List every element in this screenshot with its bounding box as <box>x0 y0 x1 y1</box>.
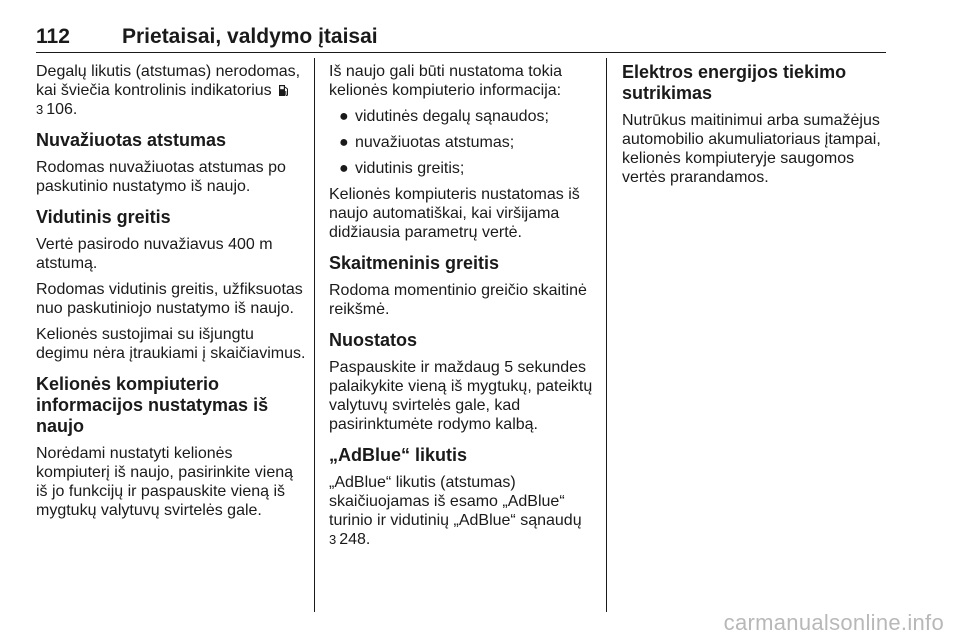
bullet-icon: ● <box>339 134 349 151</box>
reset-paragraph: Norėdami nustatyti kelionės kompiuterį iš naujo, pasirinkite vieną iš jo funkcijų ir paspauskite vieną iš mygtukų valytuvų svirtelės gale. <box>36 445 294 519</box>
bullet-icon: ● <box>339 108 349 125</box>
intro-text: Degalų likutis (atstumas) nerodomas, kai šviečia kontrolinis indikatorius <box>36 63 301 99</box>
section-heading-settings: Nuostatos <box>329 330 418 350</box>
intro-paragraph <box>36 62 308 119</box>
watermark-text: carmanualsonline.info <box>723 610 944 635</box>
reset-info-paragraph: Iš naujo gali būti nustatoma tokia kelionės kompiuterio informacija: <box>329 63 563 99</box>
settings-paragraph: Paspauskite ir maždaug 5 sekundes palaikykite vieną iš mygtukų, pateiktų valytuvų svirtelės gale, kad pasirinktumėte rodymo kalbą. <box>329 359 593 433</box>
column-divider-right <box>606 58 607 612</box>
column-divider-left <box>314 58 315 612</box>
reset-items-list <box>329 107 597 178</box>
average-speed-paragraph-3: Kelionės sustojimai su išjungtu degimu nėra įtraukiami į skaičiavimus. <box>36 326 306 362</box>
section-heading-distance: Nuvažiuotas atstumas <box>36 130 227 150</box>
adblue-text: „AdBlue“ likutis (atstumas) skaičiuojamas iš esamo „AdBlue“ turinio ir vidutinių „AdBlue“ sąnaudų <box>329 474 582 529</box>
list-item-text: nuvažiuotas atstumas; <box>355 134 515 151</box>
section-heading-power-failure: Elektros energijos tiekimo sutrikimas <box>622 62 847 103</box>
list-item <box>329 107 597 126</box>
average-speed-paragraph-1: Vertė pasirodo nuvažiavus 400 m atstumą. <box>36 236 273 272</box>
column-left <box>36 62 308 527</box>
column-middle <box>329 62 597 556</box>
intro-page-reference[interactable]: 106. <box>46 101 78 118</box>
fuel-pump-icon <box>278 84 289 97</box>
adblue-page-reference[interactable]: 248. <box>339 531 371 548</box>
distance-paragraph: Rodomas nuvažiuotas atstumas po paskutinio nustatymo iš naujo. <box>36 159 286 195</box>
section-heading-digital-speed: Skaitmeninis greitis <box>329 253 500 273</box>
power-failure-paragraph: Nutrūkus maitinimui arba sumažėjus automobilio akumuliatoriaus įtampai, kelionės kompiuteryje saugomos vertės prarandamos. <box>622 112 881 186</box>
column-right <box>622 62 890 194</box>
average-speed-paragraph-2: Rodomas vidutinis greitis, užfiksuotas nuo paskutiniojo nustatymo iš naujo. <box>36 281 303 317</box>
digital-speed-paragraph: Rodoma momentinio greičio skaitinė reikšmė. <box>329 282 587 318</box>
reference-arrow-icon: 3 <box>329 532 337 547</box>
page-header <box>36 22 886 53</box>
list-item <box>329 159 597 178</box>
list-item <box>329 133 597 152</box>
list-item-text: vidutinis greitis; <box>355 160 465 177</box>
reference-arrow-icon: 3 <box>36 102 44 117</box>
section-heading-adblue: „AdBlue“ likutis <box>329 445 468 465</box>
adblue-paragraph <box>329 473 597 549</box>
page-number: 112 <box>36 25 70 48</box>
section-heading-average-speed: Vidutinis greitis <box>36 207 171 227</box>
section-heading-reset: Kelionės kompiuterio informacijos nustatymas iš naujo <box>36 374 269 436</box>
auto-reset-paragraph: Kelionės kompiuteris nustatomas iš naujo automatiškai, kai viršijama didžiausia parametrų vertė. <box>329 186 580 241</box>
list-item-text: vidutinės degalų sąnaudos; <box>355 108 549 125</box>
bullet-icon: ● <box>339 160 349 177</box>
page-title: Prietaisai, valdymo įtaisai <box>122 25 378 48</box>
